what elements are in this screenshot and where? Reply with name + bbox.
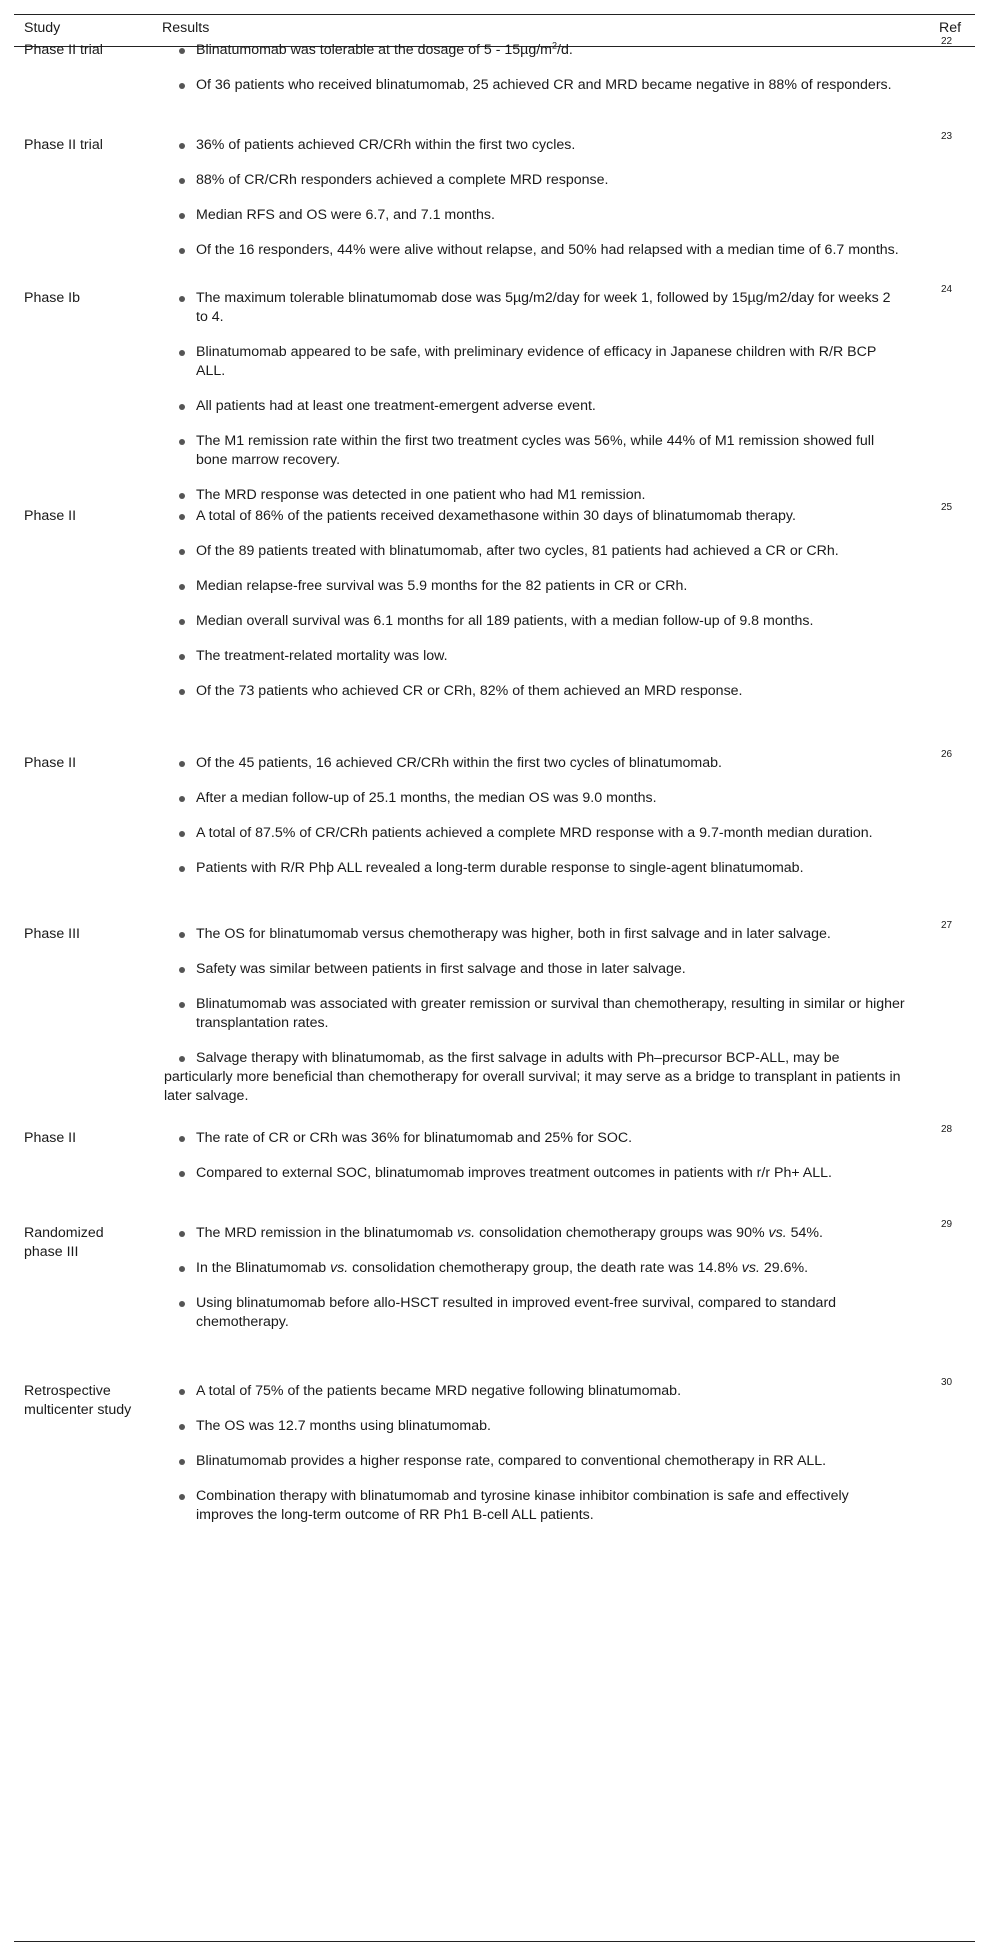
result-item: The OS for blinatumomab versus chemotherapy was higher, both in first salvage and in later salvage.	[164, 925, 906, 944]
result-item: Of the 73 patients who achieved CR or CRh, 82% of them achieved an MRD response.	[164, 682, 906, 701]
bullet-icon	[179, 1171, 185, 1177]
ref-cell: 30	[941, 1377, 953, 1388]
study-cell: Phase II trial	[24, 137, 103, 153]
bullet-icon	[179, 619, 185, 625]
result-item: Using blinatumomab before allo-HSCT resulted in improved event-free survival, compared to standard chemotherapy.	[164, 1294, 906, 1332]
result-item: A total of 87.5% of CR/CRh patients achieved a complete MRD response with a 9.7-month median duration.	[164, 824, 906, 843]
ref-cell: 29	[941, 1219, 953, 1230]
bullet-icon	[179, 689, 185, 695]
bullet-icon	[179, 761, 185, 767]
result-item: In the Blinatumomab vs. consolidation chemotherapy group, the death rate was 14.8% vs. 29.6%.	[164, 1259, 906, 1278]
study-cell: Phase II	[24, 1130, 77, 1146]
bullet-icon	[179, 831, 185, 837]
bullet-icon	[179, 296, 185, 302]
result-item: Of the 45 patients, 16 achieved CR/CRh within the first two cycles of blinatumomab.	[164, 754, 906, 773]
bullet-icon	[179, 493, 185, 499]
header-results: Results	[162, 20, 210, 36]
result-item: The MRD remission in the blinatumomab vs. consolidation chemotherapy groups was 90% vs. 54%.	[164, 1224, 906, 1243]
result-item: Blinatumomab provides a higher response rate, compared to conventional chemotherapy in RR ALL.	[164, 1452, 906, 1471]
result-item: A total of 75% of the patients became MRD negative following blinatumomab.	[164, 1382, 906, 1401]
bullet-icon	[179, 932, 185, 938]
study-cell: Randomized phase III	[24, 1225, 104, 1260]
bullet-icon	[179, 1301, 185, 1307]
result-item: Median overall survival was 6.1 months for all 189 patients, with a median follow-up of 9.8 months.	[164, 612, 906, 631]
ref-cell: 25	[941, 502, 953, 513]
bullet-icon	[179, 796, 185, 802]
result-item: Of the 89 patients treated with blinatumomab, after two cycles, 81 patients had achieved a CR or CRh.	[164, 542, 906, 561]
result-item: Patients with R/R Phþ ALL revealed a long-term durable response to single-agent blinatumomab.	[164, 859, 906, 878]
bullet-icon	[179, 1056, 185, 1062]
study-cell: Phase II	[24, 508, 77, 524]
bullet-icon	[179, 83, 185, 89]
ref-cell: 23	[941, 131, 953, 142]
results-list	[164, 925, 906, 1122]
result-item: A total of 86% of the patients received dexamethasone within 30 days of blinatumomab therapy.	[164, 507, 906, 526]
bullet-icon	[179, 1494, 185, 1500]
result-item: The M1 remission rate within the first two treatment cycles was 56%, while 44% of M1 remission showed full bone marrow recovery.	[164, 432, 906, 470]
results-list	[164, 1224, 906, 1348]
bullet-icon	[179, 178, 185, 184]
ref-cell: 26	[941, 749, 953, 760]
result-item: The rate of CR or CRh was 36% for blinatumomab and 25% for SOC.	[164, 1129, 906, 1148]
results-list	[164, 1129, 906, 1199]
result-item: Of 36 patients who received blinatumomab, 25 achieved CR and MRD became negative in 88% of responders.	[164, 76, 906, 95]
result-item: 36% of patients achieved CR/CRh within the first two cycles.	[164, 136, 906, 155]
ref-cell: 27	[941, 920, 953, 931]
result-item: Blinatumomab was associated with greater remission or survival than chemotherapy, resulting in similar or higher transplantation rates.	[164, 995, 906, 1033]
study-cell: Phase II trial	[24, 42, 103, 58]
results-list	[164, 289, 906, 521]
bullet-icon	[179, 1266, 185, 1272]
bullet-icon	[179, 1459, 185, 1465]
results-list	[164, 136, 906, 276]
results-list	[164, 1382, 906, 1541]
header-study: Study	[24, 20, 61, 36]
result-item: The MRD response was detected in one patient who had M1 remission.	[164, 486, 906, 505]
ref-cell: 22	[941, 36, 953, 47]
result-item: Of the 16 responders, 44% were alive without relapse, and 50% had relapsed with a median time of 6.7 months.	[164, 241, 906, 260]
study-cell: Retrospective multicenter study	[24, 1383, 132, 1418]
result-item: Median relapse-free survival was 5.9 months for the 82 patients in CR or CRh.	[164, 577, 906, 596]
result-item: The OS was 12.7 months using blinatumomab.	[164, 1417, 906, 1436]
ref-cell: 24	[941, 284, 953, 295]
result-item: The treatment-related mortality was low.	[164, 647, 906, 666]
result-item: Blinatumomab appeared to be safe, with preliminary evidence of efficacy in Japanese children with R/R BCP ALL.	[164, 343, 906, 381]
bullet-icon	[179, 439, 185, 445]
study-cell: Phase III	[24, 926, 80, 942]
result-item: Combination therapy with blinatumomab and tyrosine kinase inhibitor combination is safe and effectively improves the long-term outcome of RR Ph1 B-cell ALL patients.	[164, 1487, 906, 1525]
results-list	[164, 507, 906, 717]
table-top-rule	[14, 14, 975, 15]
result-item: 88% of CR/CRh responders achieved a complete MRD response.	[164, 171, 906, 190]
bullet-icon	[179, 1389, 185, 1395]
table-bottom-rule	[14, 1941, 975, 1942]
result-item: Blinatumomab was tolerable at the dosage of $5 - 15\mu g/m^2/d$.	[164, 41, 906, 60]
bullet-icon	[179, 866, 185, 872]
result-item: Median RFS and OS were 6.7, and 7.1 months.	[164, 206, 906, 225]
table-header	[14, 20, 975, 42]
bullet-icon	[179, 350, 185, 356]
result-item: Compared to external SOC, blinatumomab improves treatment outcomes in patients with r/r Ph+ ALL.	[164, 1164, 906, 1183]
results-list	[164, 754, 906, 894]
bullet-icon	[179, 1136, 185, 1142]
bullet-icon	[179, 514, 185, 520]
result-item: After a median follow-up of 25.1 months, the median OS was 9.0 months.	[164, 789, 906, 808]
bullet-icon	[179, 1424, 185, 1430]
result-item: All patients had at least one treatment-emergent adverse event.	[164, 397, 906, 416]
bullet-icon	[179, 584, 185, 590]
bullet-icon	[179, 248, 185, 254]
bullet-icon	[179, 967, 185, 973]
bullet-icon	[179, 654, 185, 660]
ref-cell: 28	[941, 1124, 953, 1135]
result-item: Salvage therapy with blinatumomab, as the first salvage in adults with Ph–precursor BCP-ALL, may be particularly more beneficial than chemotherapy for overall survival; it may serve as a bridge to transplant in patients in later salvage.	[164, 1050, 901, 1104]
bullet-icon	[179, 213, 185, 219]
study-cell: Phase Ib	[24, 290, 81, 306]
results-list	[164, 41, 906, 111]
bullet-icon	[179, 549, 185, 555]
bullet-icon	[179, 1231, 185, 1237]
bullet-icon	[179, 48, 185, 54]
study-cell: Phase II	[24, 755, 77, 771]
bullet-icon	[179, 404, 185, 410]
header-ref: Ref	[939, 20, 962, 36]
bullet-icon	[179, 143, 185, 149]
bullet-icon	[179, 1002, 185, 1008]
result-item: The maximum tolerable blinatumomab dose was 5µg/m2/day for week 1, followed by 15µg/m2/day for weeks 2 to 4.	[164, 289, 906, 327]
result-item: Safety was similar between patients in first salvage and those in later salvage.	[164, 960, 906, 979]
